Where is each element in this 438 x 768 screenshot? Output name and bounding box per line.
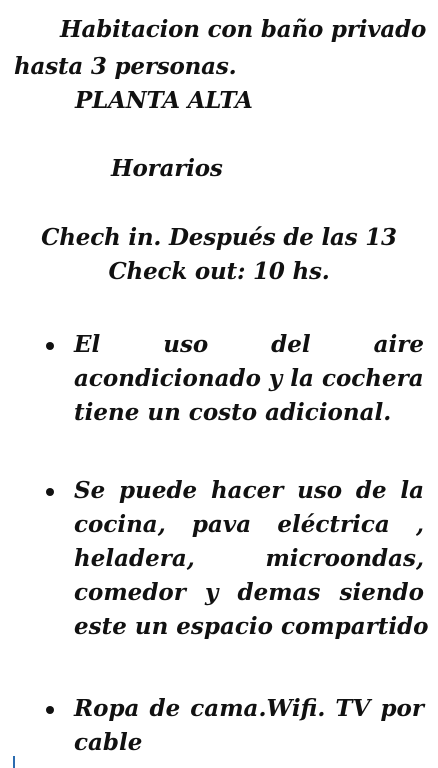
bullet-2-line-4: comedor y demas siendo — [74, 579, 424, 606]
schedule-title: Horarios — [111, 155, 223, 182]
bullet-2-line-2: cocina, pava eléctrica , — [74, 511, 424, 538]
header-line-1: Habitacion con baño privado — [60, 16, 427, 43]
bullet-dot — [46, 706, 54, 714]
bullet-item-2 — [74, 474, 429, 644]
checkout-text: Check out: 10 hs. — [108, 258, 330, 285]
bullet-3-line-2: cable — [74, 729, 143, 756]
bullet-dot — [46, 342, 54, 350]
bullet-1-line-3: tiene un costo adicional. — [74, 399, 392, 426]
header-line-3: PLANTA ALTA — [75, 87, 253, 114]
bullet-1-line-1: El uso del aire — [74, 331, 424, 358]
bullet-item-1 — [74, 328, 424, 430]
text-cursor-mark — [13, 756, 15, 768]
bullet-2-line-5: este un espacio compartido — [74, 613, 429, 640]
bullet-1-line-2: acondicionado y la cochera — [74, 365, 424, 392]
bullet-3-line-1: Ropa de cama.Wifi. TV por — [74, 695, 424, 722]
checkin-text: Chech in. Después de las 13 — [41, 224, 397, 251]
bullet-dot — [46, 488, 54, 496]
bullet-2-line-1: Se puede hacer uso de la — [74, 477, 424, 504]
bullet-2-line-3: heladera, microondas, — [74, 545, 424, 572]
header-line-2: hasta 3 personas. — [14, 53, 237, 80]
bullet-item-3 — [74, 692, 424, 760]
